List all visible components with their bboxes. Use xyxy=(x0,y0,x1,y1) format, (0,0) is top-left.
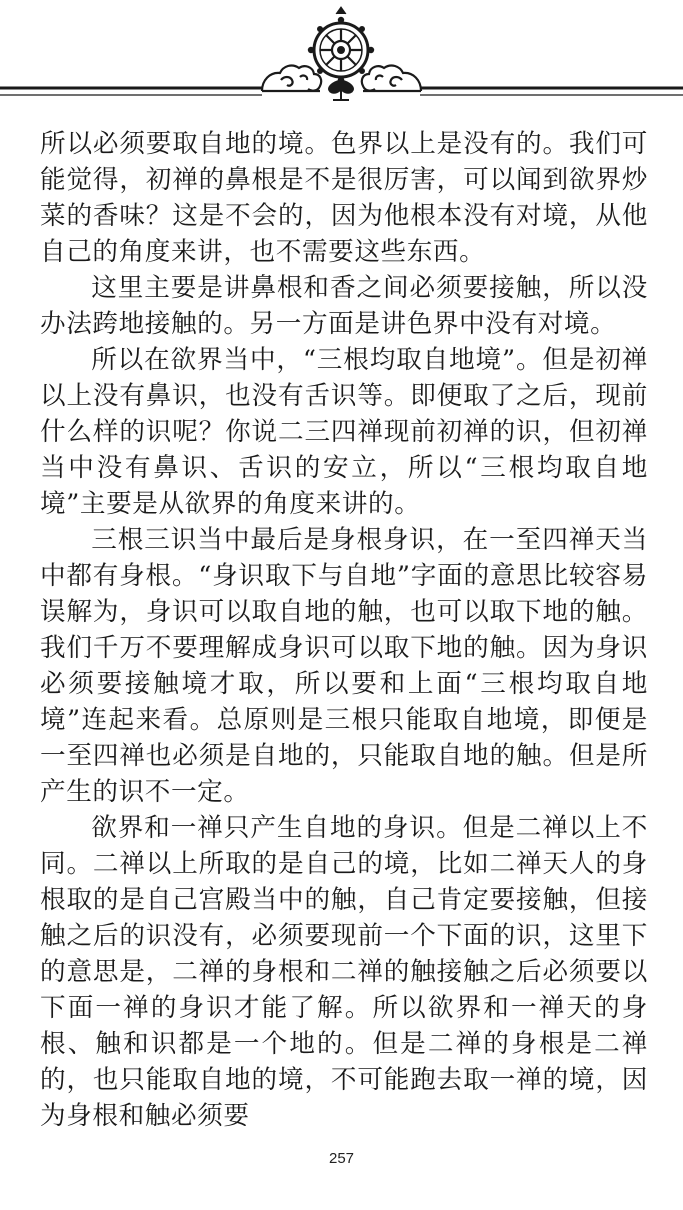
paragraph-3: 所以在欲界当中，“三根均取自地境”。但是初禅以上没有鼻识，也没有舌识等。即便取了之后，现前什么样的识呢？你说二三四禅现前初禅的识，但初禅当中没有鼻识、舌识的安立，所以“三根均取自地境”主要是从欲界的角度来讲的。 xyxy=(40,345,648,519)
page-number: 257 xyxy=(328,1150,355,1167)
paragraph-5: 欲界和一禅只产生自地的身识。但是二禅以上不同。二禅以上所取的是自己的境，比如二禅天人的身根取的是自己宫殿当中的触，自己肯定要接触，但接触之后的识没有，必须要现前一个下面的识，这里下的意思是，二禅的身根和二禅的触接触之后必须要以下面一禅的身识才能了解。所以欲界和一禅天的身根、触和识都是一个地的。但是二禅的身根是二禅的，也只能取自地的境，不可能跑去取一禅的境，因为身根和触必须要 xyxy=(40,813,648,1131)
page-body-text xyxy=(40,126,648,1134)
paragraph-1: 所以必须要取自地的境。色界以上是没有的。我们可能觉得，初禅的鼻根是不是很厉害，可以闻到欲界炒菜的香味？这是不会的，因为他根本没有对境，从他自己的角度来讲，也不需要这些东西。 xyxy=(40,129,648,267)
auspicious-cloud-icon xyxy=(262,66,321,91)
header-ornament xyxy=(0,0,683,112)
paragraph-2: 这里主要是讲鼻根和香之间必须要接触，所以没办法跨地接触的。另一方面是讲色界中没有对境。 xyxy=(40,273,648,339)
header-rule-right xyxy=(420,88,683,95)
auspicious-cloud-icon xyxy=(362,66,421,91)
paragraph-4: 三根三识当中最后是身根身识，在一至四禅天当中都有身根。“身识取下与自地”字面的意思比较容易误解为，身识可以取自地的触，也可以取下地的触。我们千万不要理解成身识可以取下地的触。因为身识必须要接触境才取，所以要和上面“三根均取自地境”连起来看。总原则是三根只能取自地境，即便是一至四禅也必须是自地的，只能取自地的触。但是所产生的识不一定。 xyxy=(40,525,648,807)
header-rule-left xyxy=(0,88,262,95)
